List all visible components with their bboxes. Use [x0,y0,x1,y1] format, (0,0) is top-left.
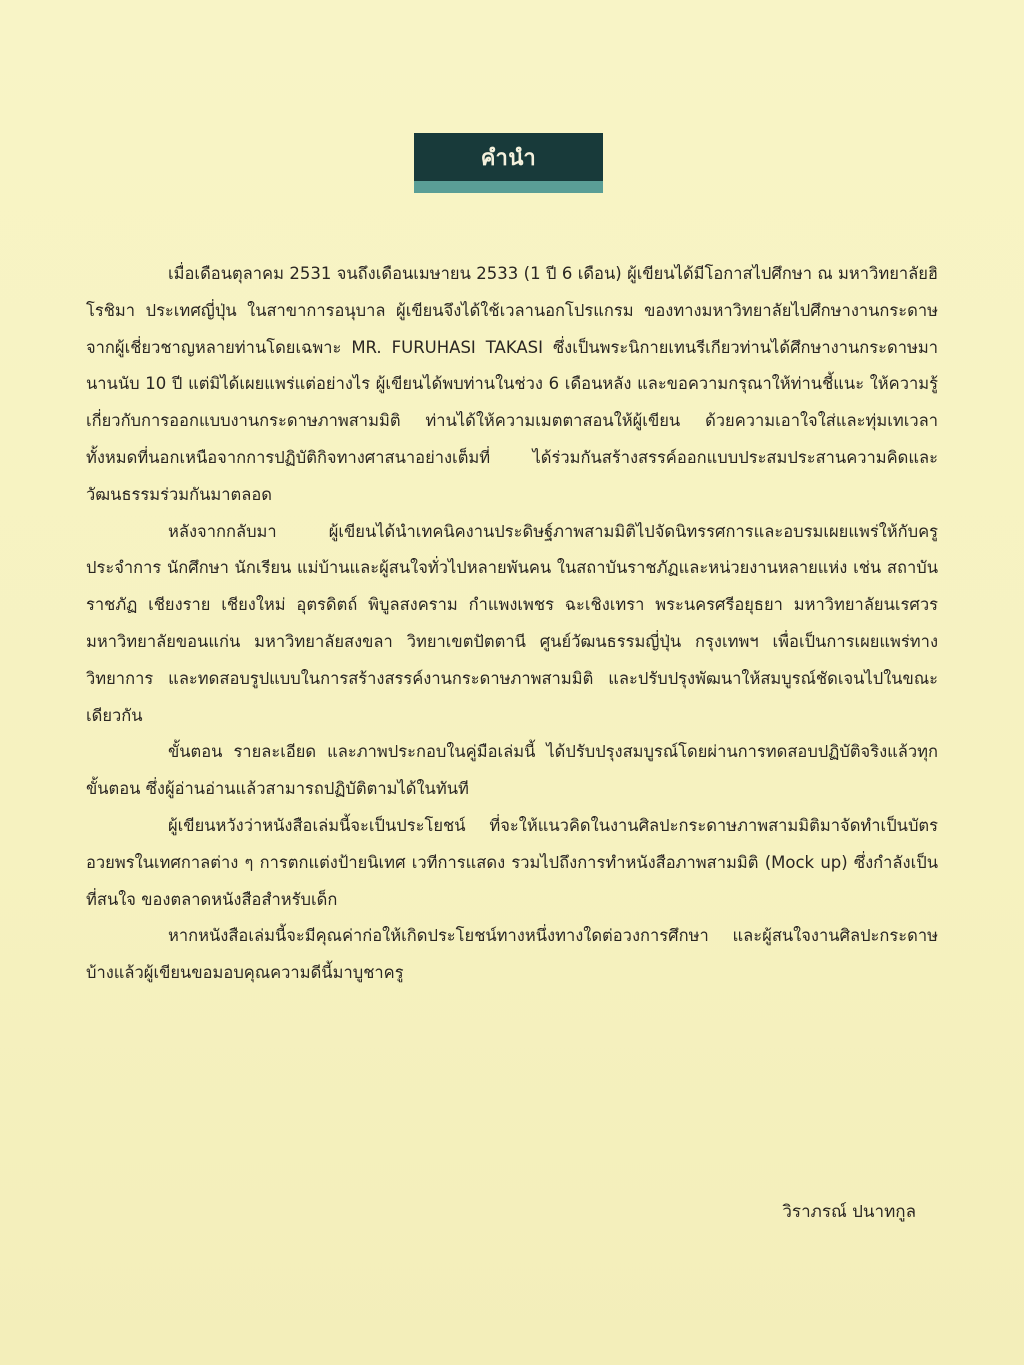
heading-background [414,133,603,181]
author-signature: วิราภรณ์ ปนาทกูล [782,1202,916,1222]
paragraph-2: หลังจากกลับมา ผู้เขียนได้นำเทคนิคงานประดิษฐ์ภาพสามมิติไปจัดนิทรรศการและอบรมเผยแพร่ให้กับครูประจำการ นักศึกษา นักเรียน แม่บ้านและผู้สนใจทั่วไปหลายพันคน ในสถาบันราชภัฏและหน่วยงานหลายแห่ง เช่น สถาบันราชภัฏ เชียงราย เชียงใหม่ อุตรดิตถ์ พิบูลสงคราม กำแพงเพชร ฉะเชิงเทรา พระนครศรีอยุธยา มหาวิทยาลัยนเรศวร มหาวิทยาลัยขอนแก่น มหาวิทยาลัยสงขลา วิทยาเขตปัตตานี ศูนย์วัฒนธรรมญี่ปุ่น กรุงเทพฯ เพื่อเป็นการเผยแพร่ทางวิทยาการ และทดสอบรูปแบบในการสร้างสรรค์งานกระดาษภาพสามมิติ และปรับปรุงพัฒนาให้สมบูรณ์ชัดเจนไปในขณะเดียวกัน [86,521,938,725]
page-title: คำนำ [480,145,537,171]
heading-box [414,133,603,193]
paragraph-5: หากหนังสือเล่มนี้จะมีคุณค่าก่อให้เกิดประโยชน์ทางหนึ่งทางใดต่อวงการศึกษา และผู้สนใจงานศิลปะกระดาษบ้างแล้วผู้เขียนขอมอบคุณความดีนี้มาบูชาครู [86,926,938,983]
paragraph-4: ผู้เขียนหวังว่าหนังสือเล่มนี้จะเป็นประโยชน์ ที่จะให้แนวคิดในงานศิลปะกระดาษภาพสามมิติมาจัดทำเป็นบัตรอวยพรในเทศกาลต่าง ๆ การตกแต่งป้ายนิเทศ เวทีการแสดง รวมไปถึงการทำหนังสือภาพสามมิติ (Mock up) ซึ่งกำลังเป็นที่สนใจ ของตลาดหนังสือสำหรับเด็ก [86,815,938,909]
heading-accent-strip [414,181,603,193]
paragraph-1: เมื่อเดือนตุลาคม 2531 จนถึงเดือนเมษายน 2533 (1 ปี 6 เดือน) ผู้เขียนได้มีโอกาสไปศึกษา ณ มหาวิทยาลัยฮิโรชิมา ประเทศญี่ปุ่น ในสาขาการอนุบาล ผู้เขียนจึงได้ใช้เวลานอกโปรแกรม ของทางมหาวิทยาลัยไปศึกษางานกระดาษจากผู้เชี่ยวชาญหลายท่านโดยเฉพาะ MR. FURUHASI TAKASI ซึ่งเป็นพระนิกายเทนรีเกียวท่านได้ศึกษางานกระดาษมานานนับ 10 ปี แต่มิได้เผยแพร่แต่อย่างไร ผู้เขียนได้พบท่านในช่วง 6 เดือนหลัง และขอความกรุณาให้ท่านชี้แนะ ให้ความรู้เกี่ยวกับการออกแบบงานกระดาษภาพสามมิติ ท่านได้ให้ความเมตตาสอนให้ผู้เขียน ด้วยความเอาใจใส่และทุ่มเทเวลาทั้งหมดที่นอกเหนือจากการปฏิบัติกิจทางศาสนาอย่างเต็มที่ ได้ร่วมกันสร้างสรรค์ออกแบบประสมประสานความคิดและวัฒนธรรมร่วมกันมาตลอด [86,264,938,504]
preface-body [86,256,938,992]
paragraph-3: ขั้นตอน รายละเอียด และภาพประกอบในคู่มือเล่มนี้ ได้ปรับปรุงสมบูรณ์โดยผ่านการทดสอบปฏิบัติจริงแล้วทุกขั้นตอน ซึ่งผู้อ่านอ่านแล้วสามารถปฏิบัติตามได้ในทันที [86,742,938,799]
